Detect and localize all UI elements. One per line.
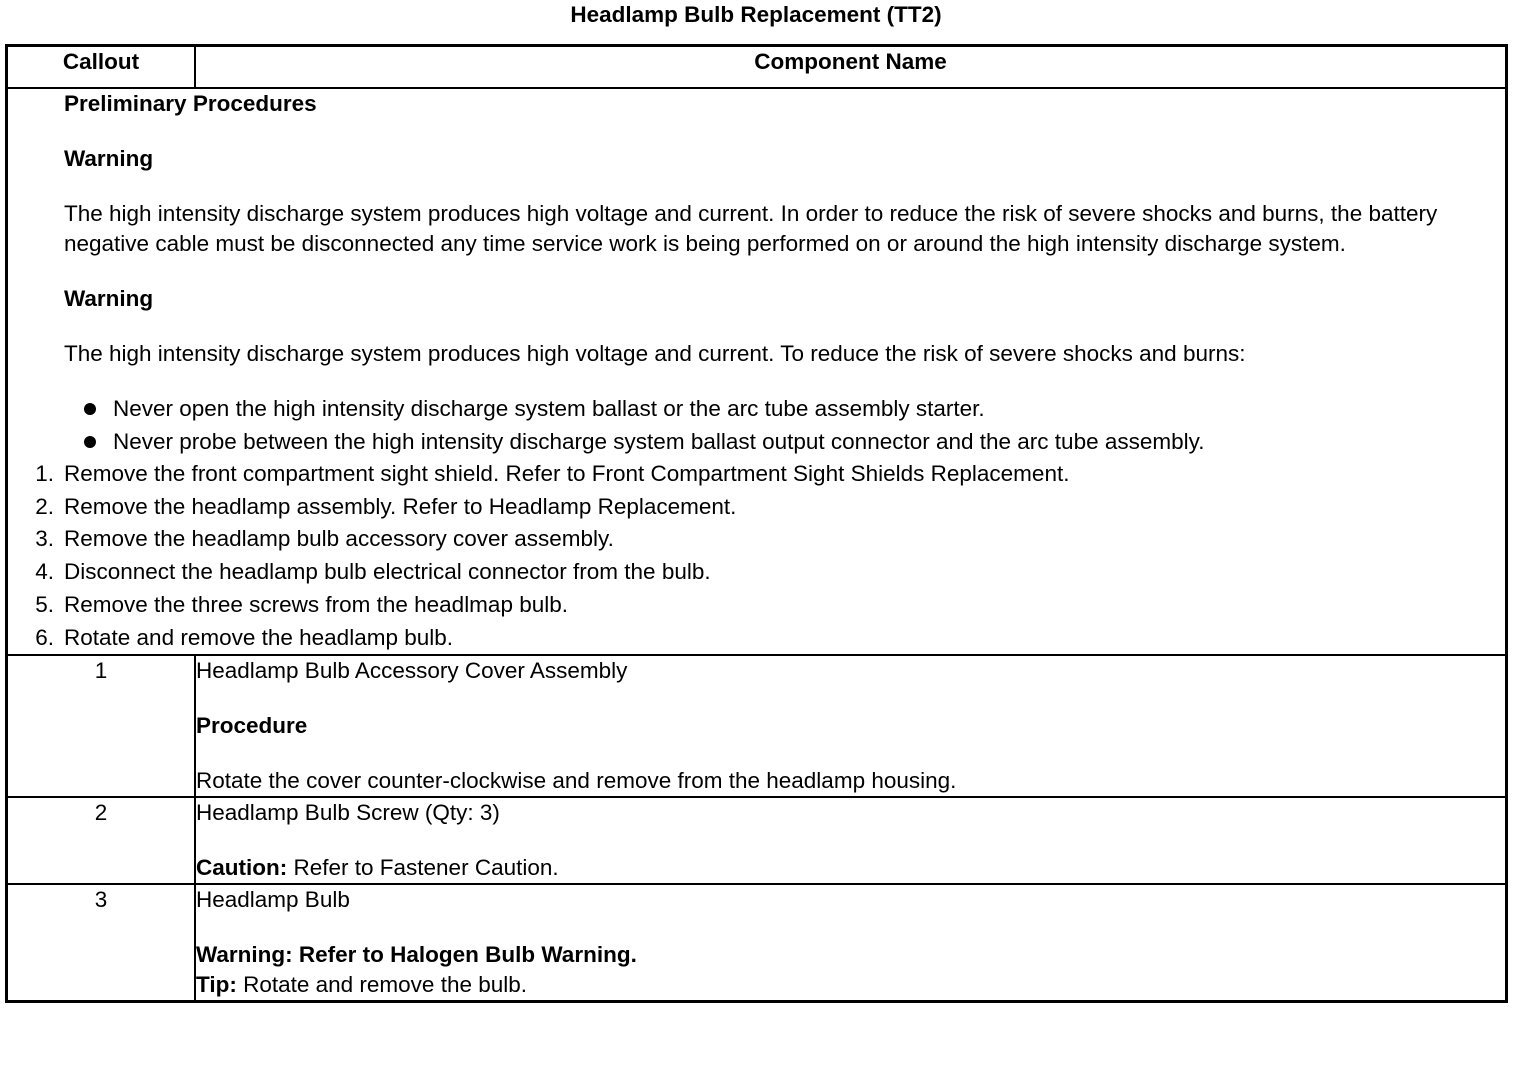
caution-label: Caution: [196,855,288,881]
tip-text: Rotate and remove the bulb. [236,972,528,998]
document-title: Headlamp Bulb Replacement (TT2) [570,2,942,27]
warning-text-1: The high intensity discharge system produces high voltage and current. In order to reduce the risk of severe shocks and burns, the battery negative cable must be disconnected any time service work is being performed on or around the high intensity discharge system. [64,201,1438,256]
step-text: Rotate and remove the headlamp bulb. [64,624,454,650]
header-callout: Callout [7,46,196,89]
bullet-text: Never open the high intensity discharge system ballast or the arc tube assembly starter. [113,396,985,421]
bullet-item [80,425,1505,458]
bullet-item [80,392,1505,425]
warning-text-2: The high intensity discharge system produces high voltage and current. To reduce the risk of severe shocks and burns: [64,341,1246,366]
table-row [7,797,1507,884]
bullet-text: Never probe between the high intensity discharge system ballast output connector and the arc tube assembly. [113,429,1205,454]
procedure-label: Procedure [196,713,308,739]
preliminary-procedures-cell [7,88,1507,655]
step-text: Remove the headlamp assembly. Refer to Headlamp Replacement. [64,493,737,519]
step-number: 2. [35,493,54,519]
bullet-dot-icon [84,436,96,448]
step-number: 1. [35,461,54,486]
component-name: Headlamp Bulb Screw (Qty: 3) [196,800,500,826]
step-item [8,622,1505,655]
step-text: Remove the front compartment sight shield. Refer to Front Compartment Sight Shields Replacement. [64,461,1070,486]
step-item [8,523,1505,556]
tip-label: Tip: [196,972,237,998]
preliminary-row [7,88,1507,655]
table-row [7,884,1507,1002]
step-text: Disconnect the headlamp bulb electrical connector from the bulb. [64,559,711,585]
bullet-dot-icon [84,403,96,415]
step-text: Remove the headlamp bulb accessory cover assembly. [64,526,614,552]
warning-bullet-list [8,392,1505,458]
step-item [8,491,1505,524]
preliminary-steps-list [8,458,1505,654]
step-number: 3. [35,526,54,552]
step-number: 6. [35,624,54,650]
callout-number: 3 [7,884,196,1002]
step-item [8,556,1505,589]
step-item [8,458,1505,491]
table-row [7,655,1507,797]
preliminary-heading: Preliminary Procedures [64,91,317,116]
warning-text: Warning: Refer to Halogen Bulb Warning. [196,942,637,968]
step-number: 5. [35,591,54,617]
warning-label-1: Warning [64,146,154,171]
procedure-table [5,44,1508,1003]
procedure-text: Rotate the cover counter-clockwise and remove from the headlamp housing. [196,768,957,794]
caution-text: Refer to Fastener Caution. [287,855,559,881]
tip-line [196,970,1505,1000]
component-name: Headlamp Bulb Accessory Cover Assembly [196,658,628,684]
callout-number: 2 [7,797,196,884]
step-item [8,589,1505,622]
component-cell [195,655,1507,797]
step-number: 4. [35,559,54,585]
step-text: Remove the three screws from the headlmap bulb. [64,591,568,617]
component-name: Headlamp Bulb [196,887,350,913]
header-component-name: Component Name [195,46,1507,89]
warning-label-2: Warning [64,286,154,311]
callout-number: 1 [7,655,196,797]
caution-line [196,853,1505,883]
component-cell [195,797,1507,884]
table-header-row [7,46,1507,89]
component-cell [195,884,1507,1002]
